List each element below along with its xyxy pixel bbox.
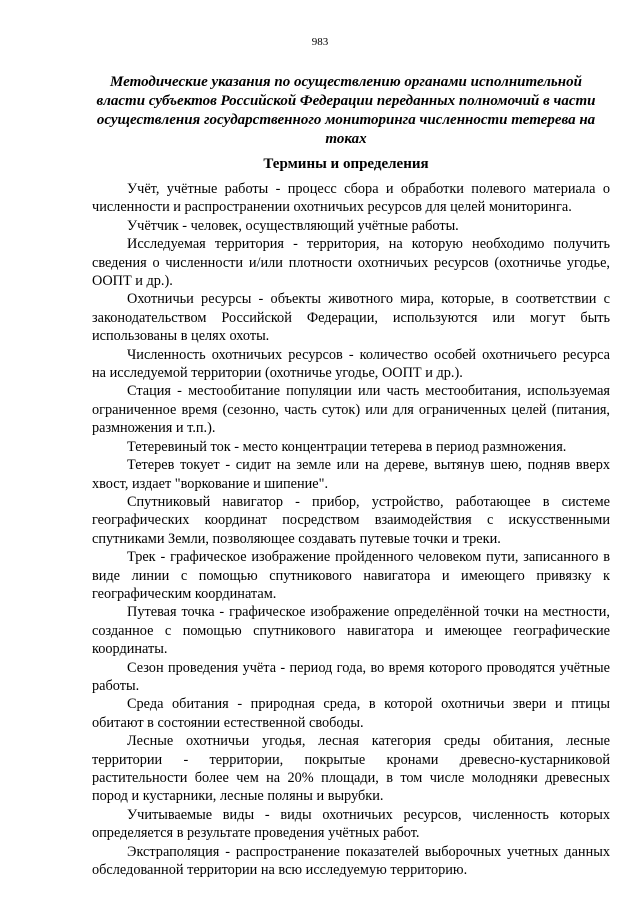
- paragraph: Стация - местообитание популяции или часть местообитания, используемая ограниченное время (сезонно, часть суток) или для ограниченных целей (питания, размножения и т.п.).: [92, 383, 610, 437]
- paragraph: Путевая точка - графическое изображение определённой точки на местности, созданное с помощью спутникового навигатора и имеющее географические координаты.: [92, 604, 610, 658]
- paragraph: Численность охотничьих ресурсов - количество особей охотничьего ресурса на исследуемой территории (охотничье угодье, ООПТ и др.).: [92, 346, 610, 382]
- document-body: [92, 180, 610, 879]
- paragraph: Учётчик - человек, осуществляющий учётные работы.: [127, 217, 459, 234]
- paragraph: Тетеревиный ток - место концентрации тетерева в период размножения.: [127, 438, 567, 455]
- paragraph: Охотничьи ресурсы - объекты животного мира, которые, в соответствии с законодательством Российской Федерации, используются или могут быть использованы в целях охоты.: [92, 291, 610, 345]
- document-title: Методические указания по осуществлению органами исполнительной власти субъектов Российской Федерации переданных полномочий в части осуществления государственного мониторинга численности тетерева на токах: [96, 74, 596, 147]
- paragraph: Среда обитания - природная среда, в которой охотничьи звери и птицы обитают в состоянии естественной свободы.: [92, 696, 610, 731]
- section-heading: Термины и определения: [263, 156, 429, 172]
- paragraph: Экстраполяция - распространение показателей выборочных учетных данных обследованной территории на всю исследуемую территорию.: [92, 843, 610, 879]
- paragraph: Спутниковый навигатор - прибор, устройство, работающее в системе географических координат посредством взаимодействия с искусственными спутниками Земли, позволяющее создавать путевые точки и треки.: [92, 493, 610, 547]
- paragraph: Учёт, учётные работы - процесс сбора и обработки полевого материала о численности и распространении охотничьих ресурсов для целей мониторинга.: [92, 181, 610, 216]
- paragraph: Исследуемая территория - территория, на которую необходимо получить сведения о численности и/или плотности охотничьих ресурсов (охотничье угодье, ООПТ и др.).: [92, 236, 610, 290]
- paragraph: Тетерев токует - сидит на земле или на дереве, вытянув шею, подняв вверх хвост, издает "воркование и шипение".: [92, 457, 610, 492]
- paragraph: Учитываемые виды - виды охотничьих ресурсов, численность которых определяется в результате проведения учётных работ.: [92, 806, 610, 842]
- page-number: 983: [311, 36, 329, 48]
- paragraph: Лесные охотничьи угодья, лесная категория среды обитания, лесные территории - территории, покрытые кронами древесно-кустарниковой растительности более чем на 20% площади, в том числе молодняки древесных пород и кустарники, лесные поляны и вырубки.: [92, 733, 610, 805]
- paragraph: Трек - графическое изображение пройденного человеком пути, записанного в виде линии с помощью спутникового навигатора и имеющего привязку к географическим координатам.: [92, 549, 610, 602]
- paragraph: Сезон проведения учёта - период года, во время которого проводятся учётные работы.: [92, 659, 610, 694]
